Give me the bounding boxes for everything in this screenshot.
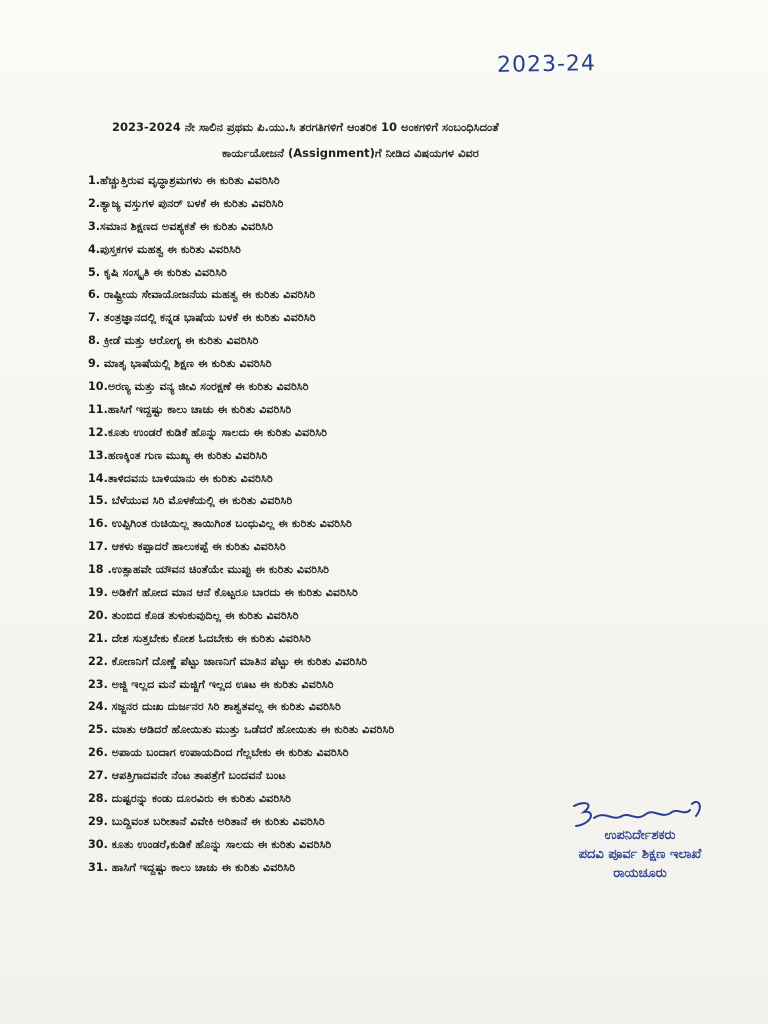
list-item: 17. ಆಕಳು ಕಪ್ಪಾದರೆ ಹಾಲುಕಪ್ಪೆ ಈ ಕುರಿತು ವಿವರಿಸಿರಿ (88, 540, 286, 554)
list-item: 4.ಪುಸ್ತಕಗಳ ಮಹತ್ವ ಈ ಕುರಿತು ವಿವರಿಸಿರಿ (88, 242, 241, 256)
list-item: 15. ಬೆಳೆಯುವ ಸಿರಿ ಮೊಳಕೆಯಲ್ಲಿ ಈ ಕುರಿತು ವಿವರಿಸಿರಿ (88, 494, 293, 508)
heading-line-1: 2023-2024 ನೇ ಸಾಲಿನ ಪ್ರಥಮ ಪಿ.ಯು.ಸಿ ತರಗತಿಗಳಿಗೆ ಆಂತರಿಕ 10 ಅಂಕಗಳಿಗೆ ಸಂಬಂಧಿಸಿದಂತೆ (112, 120, 499, 134)
list-item: 30. ಕೂತು ಉಂಡರೆ,ಕುಡಿಕೆ ಹೊನ್ನು ಸಾಲದು ಈ ಕುರಿತು ವಿವರಿಸಿರಿ (88, 837, 332, 851)
list-item: 29. ಬುದ್ದಿವಂತ ಬರೀತಾನೆ ವಿವೇಕಿ ಅರಿತಾನೆ ಈ ಕುರಿತು ವಿವರಿಸಿರಿ (88, 814, 325, 828)
signatory-place: ರಾಯಚೂರು (613, 866, 667, 881)
signatory-block (540, 826, 740, 883)
list-item: 26. ಅಪಾಯ ಬಂದಾಗ ಉಪಾಯದಿಂದ ಗೆಲ್ಲಬೇಕು ಈ ಕುರಿತು ವಿವರಿಸಿರಿ (88, 746, 349, 760)
list-item: 12.ಕೂತು ಉಂಡರೆ ಕುಡಿಕೆ ಹೊನ್ನು ಸಾಲದು ಈ ಕುರಿತು ವಿವರಿಸಿರಿ (88, 425, 328, 439)
list-item: 20. ತುಂಬಿದ ಕೊಡ ತುಳುಕುವುದಿಲ್ಲ ಈ ಕುರಿತು ವಿವರಿಸಿರಿ (88, 608, 299, 622)
list-item: 19. ಅಡಿಕೆಗೆ ಹೋದ ಮಾನ ಆನೆ ಕೊಟ್ಟರೂ ಬಾರದು ಈ ಕುರಿತು ವಿವರಿಸಿರಿ (88, 586, 358, 600)
list-item: 10.ಅರಣ್ಯ ಮತ್ತು ವನ್ಯ ಜೀವಿ ಸಂರಕ್ಷಣೆ ಈ ಕುರಿತು ವಿವರಿಸಿರಿ (88, 380, 309, 394)
list-item: 14.ತಾಳಿದವನು ಬಾಳಿಯಾನು ಈ ಕುರಿತು ವಿವರಿಸಿರಿ (88, 471, 273, 485)
signatory-title: ಉಪನಿರ್ದೇಶಕರು (604, 828, 676, 843)
handwritten-year: 2023-24 (496, 51, 597, 78)
signatory-department: ಪದವಿ ಪೂರ್ವ ಶಿಕ್ಷಣ ಇಲಾಖೆ (578, 847, 702, 862)
list-item: 22. ಕೋಣನಿಗೆ ದೊಣ್ಣೆ ಪೆಟ್ಟು ಜಾಣನಿಗೆ ಮಾತಿನ ಪೆಟ್ಟು ಈ ಕುರಿತು ವಿವರಿಸಿರಿ (88, 654, 368, 668)
list-item: 21. ದೇಶ ಸುತ್ತಬೇಕು ಕೋಶ ಓದಬೇಕು ಈ ಕುರಿತು ವಿವರಿಸಿರಿ (88, 631, 311, 645)
list-item: 25. ಮಾತು ಆಡಿದರೆ ಹೋಯಿತು ಮುತ್ತು ಒಡೆದರೆ ಹೋಯಿತು ಈ ಕುರಿತು ವಿವರಿಸಿರಿ (88, 723, 395, 737)
list-item: 1.ಹೆಚ್ಚುತ್ತಿರುವ ವೃದ್ಧಾಶ್ರಮಗಳು ಈ ಕುರಿತು ವಿವರಿಸಿರಿ (88, 174, 280, 187)
list-item: 27. ಆಪತ್ತಿಗಾದವನೇ ನೆಂಟ ತಾಪತ್ರೆಗೆ ಬಂದವನೆ ಬಂಟ (88, 769, 286, 783)
document-heading (112, 114, 712, 166)
heading-line-2: ಕಾರ್ಯಯೋಜನೆ (Assignment)ಗೆ ನೀಡಿದ ವಿಷಯಗಳ ವಿವರ (222, 146, 479, 160)
list-item: 11.ಹಾಸಿಗೆ ಇದ್ದಷ್ಟು ಕಾಲು ಚಾಚು ಈ ಕುರಿತು ವಿವರಿಸಿರಿ (88, 402, 292, 416)
list-item: 24. ಸಜ್ಜನರ ದುಃಖ ದುರ್ಜನರ ಸಿರಿ ಶಾಶ್ವತವಲ್ಲ ಈ ಕುರಿತು ವಿವರಿಸಿರಿ (88, 700, 341, 714)
list-item: 5. ಕೃಷಿ ಸಂಸ್ಕೃತಿ ಈ ಕುರಿತು ವಿವರಿಸಿರಿ (88, 265, 227, 279)
list-item: 3.ಸಮಾನ ಶಿಕ್ಷಣದ ಅವಶ್ಯಕತೆ ಈ ಕುರಿತು ವಿವರಿಸಿರಿ (88, 219, 274, 233)
list-item: 16. ಉಪ್ಪಿಗಿಂತ ರುಚಿಯಿಲ್ಲ ತಾಯಿಗಿಂತ ಬಂಧುವಿಲ್ಲ ಈ ಕುರಿತು ವಿವರಿಸಿರಿ (88, 517, 352, 531)
list-item: 13.ಹಣಕ್ಕಿಂತ ಗುಣ ಮುಖ್ಯ ಈ ಕುರಿತು ವಿವರಿಸಿರಿ (88, 448, 268, 462)
list-item: 23. ಅಜ್ಜಿ ಇಲ್ಲದ ಮನೆ ಮಜ್ಜಿಗೆ ಇಲ್ಲದ ಊಟ ಈ ಕುರಿತು ವಿವರಿಸಿರಿ (88, 677, 334, 691)
list-item: 28. ದುಷ್ಟರನ್ನು ಕಂಡು ದೂರವಿರು ಈ ಕುರಿತು ವಿವರಿಸಿರಿ (88, 792, 292, 806)
list-item: 18 .ಉತ್ಸಾಹವೇ ಯೌವನ ಚಿಂತೆಯೇ ಮುಪ್ಪು ಈ ಕುರಿತು ವಿವರಿಸಿರಿ (88, 563, 330, 577)
list-item: 31. ಹಾಸಿಗೆ ಇದ್ದಷ್ಟು ಕಾಲು ಚಾಚು ಈ ಕುರಿತು ವಿವರಿಸಿರಿ (88, 860, 296, 874)
list-item: 2.ತ್ಯಾಜ್ಯ ವಸ್ತುಗಳ ಪುನರ್ ಬಳಕೆ ಈ ಕುರಿತು ವಿವರಿಸಿರಿ (88, 196, 284, 210)
list-item: 6. ರಾಷ್ಟ್ರೀಯ ಸೇವಾಯೋಜನೆಯ ಮಹತ್ವ ಈ ಕುರಿತು ವಿವರಿಸಿರಿ (88, 288, 316, 302)
list-item: 9. ಮಾತೃ ಭಾಷೆಯಲ್ಲಿ ಶಿಕ್ಷಣ ಈ ಕುರಿತು ವಿವರಿಸಿರಿ (88, 357, 272, 371)
assignment-topic-list (88, 170, 648, 880)
list-item: 7. ತಂತ್ರಜ್ಞಾನದಲ್ಲಿ ಕನ್ನಡ ಭಾಷೆಯ ಬಳಕೆ ಈ ಕುರಿತು ವಿವರಿಸಿರಿ (88, 311, 316, 325)
list-item: 8. ಕ್ರೀಡೆ ಮತ್ತು ಆರೋಗ್ಯ ಈ ಕುರಿತು ವಿವರಿಸಿರಿ (88, 334, 259, 348)
